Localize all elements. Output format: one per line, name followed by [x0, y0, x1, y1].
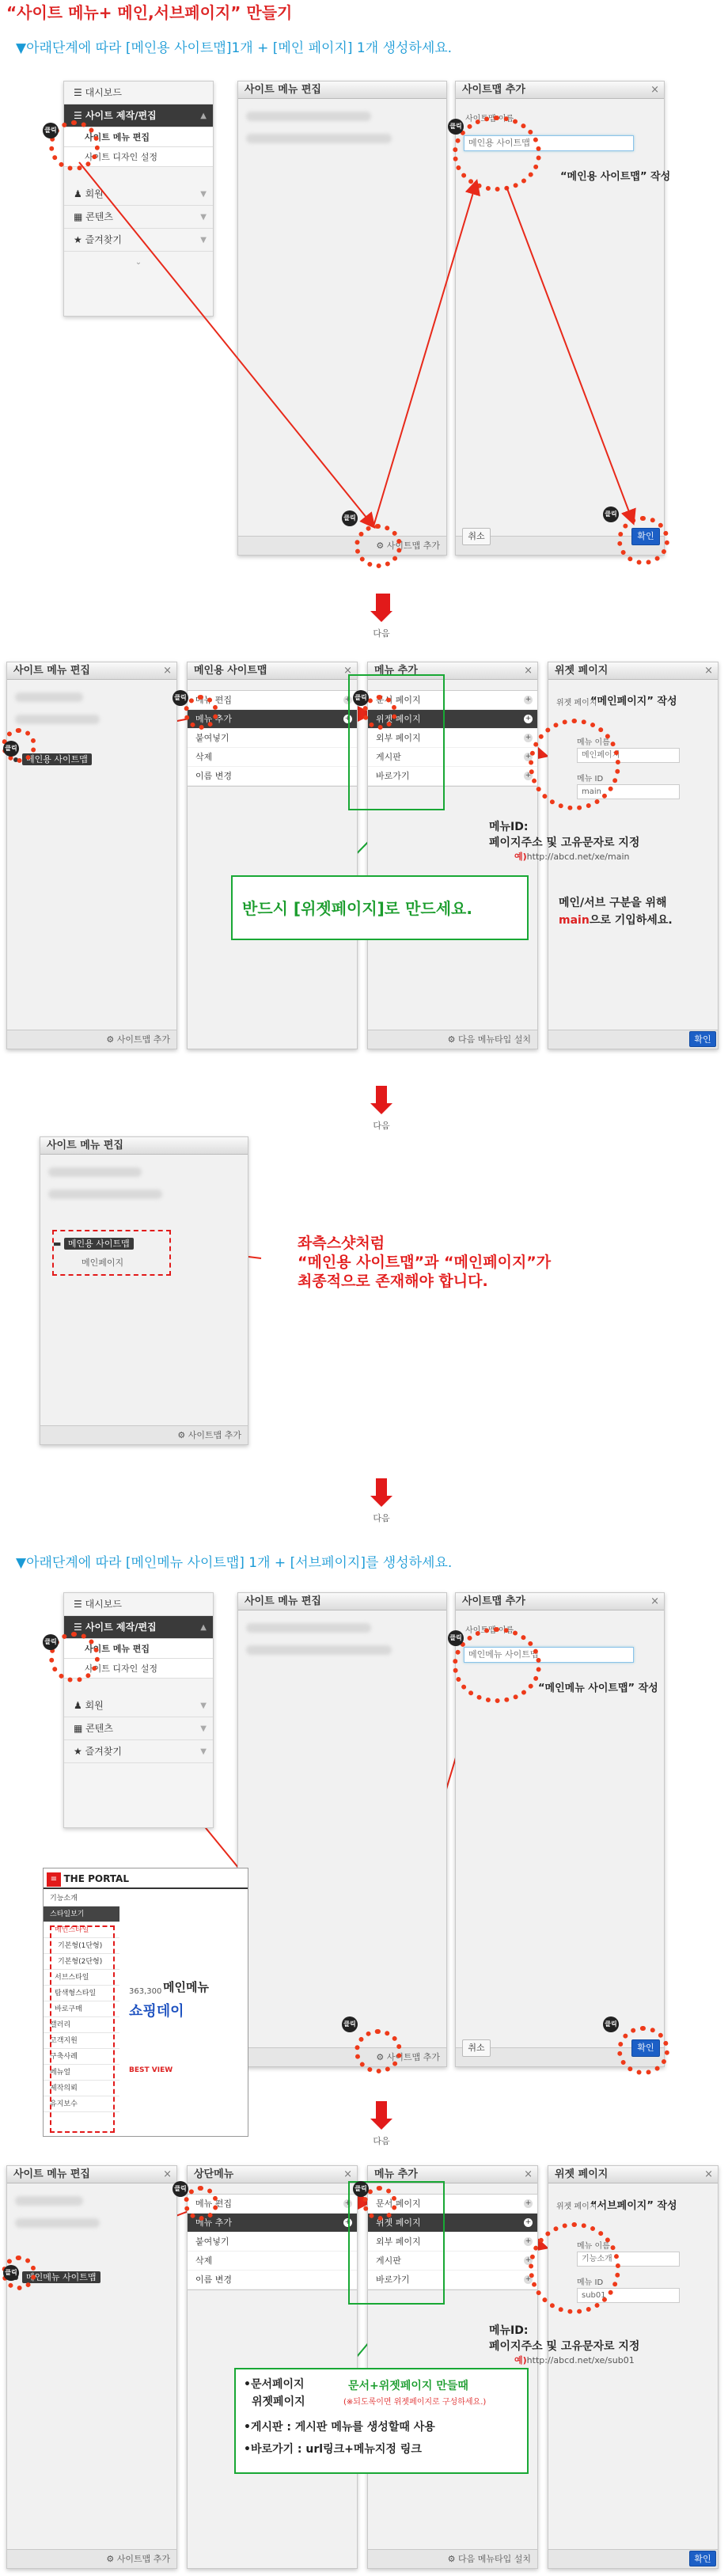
confirm-button[interactable]: 확인 [689, 2551, 716, 2567]
menu-id-input[interactable]: main [577, 784, 680, 799]
menu-edit-window [40, 1136, 248, 1445]
content-icon: ▦ [74, 211, 86, 222]
confirm-button[interactable]: 확인 [631, 2039, 660, 2057]
window-title: 위젯 페이지 [555, 665, 609, 677]
chevron-down-icon: ▼ [200, 190, 207, 199]
sidebar-design[interactable]: 사이트 디자인 설정 [64, 1659, 213, 1679]
sitemap-add-button[interactable]: ⚙ 사이트맵 추가 [7, 2549, 176, 2568]
sidebar-fav[interactable]: ★ 즐겨찾기 ▼ [64, 1740, 213, 1763]
widget-page-window: 위젯 페이지 × 위젯 페이지 메뉴 이름 메인페이지 메뉴 ID main 확인 [548, 662, 719, 1049]
next-step: 다음 [358, 1478, 405, 1524]
chevron-up-icon: ▲ [200, 1623, 207, 1632]
arrow-down-icon [376, 2101, 387, 2119]
arrow-down-icon [376, 1478, 387, 1496]
star-icon: ★ [74, 234, 85, 245]
plus-icon: + [344, 696, 351, 704]
sidebar-member[interactable]: ♟ 회원 ▼ [64, 1694, 213, 1717]
close-icon[interactable]: × [163, 2168, 172, 2180]
menuid-label: 메뉴ID: [489, 821, 529, 833]
sidebar-dashboard[interactable]: ☰ 대시보드 [64, 1593, 213, 1616]
sitemap-add-button[interactable]: ⚙ 사이트맵 추가 [238, 536, 446, 555]
sitemap-name-input[interactable]: 메인용 사이트맵 [464, 135, 634, 151]
chevron-down-icon[interactable]: ⌄ [135, 258, 142, 267]
sidebar-content[interactable]: ▦ 콘텐츠 ▼ [64, 206, 213, 229]
close-icon[interactable]: × [163, 665, 172, 677]
close-icon[interactable]: × [524, 665, 533, 677]
tree-main-page[interactable]: 메인페이지 [82, 1258, 124, 1268]
note-mainmenu-sitemap: “메인메뉴 사이트맵” 작성 [538, 1683, 658, 1694]
menu-edit-window: 사이트 메뉴 편집 × 메인메뉴 사이트맵 ⚙ 사이트맵 추가 [6, 2165, 177, 2569]
sidebar-menu-edit[interactable]: 사이트 메뉴 편집 [64, 1639, 213, 1659]
click-badge: 클릭 [43, 123, 59, 138]
tree-mainmenu-sitemap[interactable]: 메인메뉴 사이트맵 [13, 2271, 100, 2283]
next-step: 다음 [358, 1086, 405, 1132]
close-icon[interactable]: × [524, 2168, 533, 2180]
chevron-down-icon: ▼ [200, 213, 207, 222]
confirm-button[interactable]: 확인 [689, 1031, 716, 1047]
note-main-page: “메인페이지” 작성 [590, 696, 677, 708]
type-link[interactable]: 바로가기 + [368, 767, 537, 786]
close-icon[interactable]: × [343, 665, 352, 677]
type-board[interactable]: 게시판 + [368, 748, 537, 767]
chevron-up-icon: ▲ [200, 112, 207, 120]
chevron-down-icon: ▼ [200, 236, 207, 245]
admin-sidebar [63, 1592, 214, 1828]
close-icon[interactable]: × [650, 1595, 659, 1607]
folder-icon: ▬ [53, 1239, 64, 1249]
menu-icon[interactable]: ≡ [47, 1872, 61, 1887]
highlight-circle [617, 516, 669, 565]
note-main-sitemap: “메인용 사이트맵” 작성 [560, 171, 671, 183]
menu-add-window: 메뉴 추가 × ⚙ 다음 메뉴타입 설치 [367, 2165, 538, 2569]
portal-promo: 쇼핑데이 [129, 2003, 184, 2020]
gear-icon: ⚙ [177, 1430, 188, 1440]
window-title: 사이트 메뉴 편집 [238, 82, 446, 99]
menu-edit-window [237, 81, 447, 556]
next-install-button[interactable]: ⚙ 다음 메뉴타입 설치 [368, 1030, 537, 1049]
sidebar-content[interactable]: ▦ 콘텐츠 ▼ [64, 1717, 213, 1740]
top-menu-window: 상단메뉴 × [187, 2165, 358, 2569]
blurred-item [246, 112, 371, 121]
list-icon: ☰ [74, 87, 85, 98]
sitemap-add-button[interactable]: ⚙ 사이트맵 추가 [7, 1030, 176, 1049]
window-title: 메뉴 추가 [374, 665, 418, 677]
final-highlight-box [52, 1230, 171, 1276]
highlight-circle [355, 524, 402, 568]
portal-nav-highlight [50, 1925, 115, 2133]
sitemap-add-button[interactable]: ⚙ 사이트맵 추가 [40, 1425, 248, 1444]
menu-name-input[interactable]: 메인페이지 [577, 748, 680, 763]
arrow-down-icon [376, 594, 390, 611]
ctx-menu-edit[interactable]: 메뉴 편집 + [188, 691, 357, 710]
section2-heading: ▼아래단계에 따라 [메인메뉴 사이트맵] 1개 + [서브페이지]를 생성하세요. [16, 1555, 453, 1571]
ctx-menu-add[interactable]: 메뉴 추가 + [188, 710, 357, 729]
menu-id-input[interactable]: sub01 [577, 2288, 680, 2303]
tree-main-sitemap[interactable]: 메인용 사이트맵 [13, 753, 92, 765]
cancel-button[interactable]: 취소 [462, 2039, 491, 2057]
window-title: 메인용 사이트맵 [194, 665, 267, 677]
window-title: 사이트맵 추가 [462, 84, 525, 96]
sidebar-design[interactable]: 사이트 디자인 설정 [64, 147, 213, 167]
arrow-down-icon [370, 611, 392, 622]
sidebar-menu-edit[interactable]: 사이트 메뉴 편집 [64, 127, 213, 147]
sitemap-name-label: 사이트맵 이름 [465, 115, 514, 123]
arrow-down-icon [376, 1086, 387, 1103]
close-icon[interactable]: × [650, 84, 659, 96]
cancel-button[interactable]: 취소 [462, 528, 491, 545]
gear-icon: ⚙ [376, 541, 387, 551]
highlight-circle [453, 116, 541, 192]
ctx-delete[interactable]: 삭제 [188, 748, 357, 767]
sidebar-site[interactable]: ☰ 사이트 제작/편집 ▲ [64, 1616, 213, 1639]
blurred-item [246, 134, 392, 143]
window-title: 사이트 메뉴 편집 [40, 1137, 248, 1155]
note-sub-page: “서브페이지” 작성 [590, 2200, 677, 2212]
close-icon[interactable]: × [704, 665, 713, 677]
portal-logo: THE PORTAL [63, 1873, 129, 1884]
click-badge: 클릭 [603, 506, 619, 522]
type-external[interactable]: 외부 페이지 + [368, 729, 537, 748]
click-badge: 클릭 [448, 119, 464, 135]
menu-edit-window [6, 662, 177, 1049]
confirm-button[interactable]: 확인 [631, 528, 660, 545]
gear-icon: ⚙ [447, 1034, 458, 1045]
next-step: 다음 [358, 2101, 405, 2147]
window-title: 사이트 메뉴 편집 [238, 1593, 446, 1610]
context-menu: 메뉴 편집 + 메뉴 추가 + 붙여넣기 삭제 이름 변경 [187, 2194, 358, 2290]
portal-preview: ≡ THE PORTAL 기능소개 스타일보기 메인스타일 기본형(1단형) 기본형(2단형) 서브스타일 탐색형스타일 바로구매 갤러리 고객지원 구축사례 메뉴얼 제작의뢰 유지보수 363,300 쇼핑데이 BEST VIEW [43, 1868, 248, 2137]
sitemap-name-input[interactable]: 메인메뉴 사이트맵 [464, 1647, 634, 1663]
window-title: 사이트 메뉴 편집 [13, 665, 90, 677]
next-step: 다음 [358, 594, 405, 639]
click-badge: 클릭 [342, 510, 358, 526]
sidebar-member[interactable]: ♟ 회원 ▼ [64, 183, 213, 206]
menuid-example: 예)http://abcd.net/xe/main [514, 852, 630, 862]
gear-icon: ⚙ [106, 1034, 117, 1045]
admin-sidebar [63, 81, 214, 317]
sitemap-add-button[interactable]: ⚙ 사이트맵 추가 [238, 2047, 446, 2066]
sidebar-site[interactable]: ☰ 사이트 제작/편집 ▲ [64, 104, 213, 127]
sidebar-fav[interactable]: ★ 즐겨찾기 ▼ [64, 229, 213, 252]
menuid-desc: 페이지주소 및 고유문자로 지정 [489, 837, 640, 849]
close-icon[interactable]: × [343, 2168, 352, 2180]
plus-icon: + [344, 715, 351, 723]
sitemap-add-window: 사이트맵 추가 × 사이트맵 이름 메인메뉴 사이트맵 취소 확인 [455, 1592, 665, 2067]
type-widget[interactable]: 위젯 페이지 + [368, 710, 537, 729]
type-doc[interactable]: 문서 페이지 + [368, 691, 537, 710]
must-widget-text: 반드시 [위젯페이지]로 만드세요. [242, 899, 472, 918]
page-title: “사이트 메뉴+ 메인,서브페이지” 만들기 [6, 3, 293, 22]
ctx-paste[interactable]: 붙여넣기 [188, 729, 357, 748]
close-icon[interactable]: × [704, 2168, 713, 2180]
sidebar-dashboard[interactable]: ☰ 대시보드 [64, 82, 213, 104]
tree-main-sitemap[interactable]: ▬ 메인용 사이트맵 [53, 1237, 134, 1250]
ctx-rename[interactable]: 이름 변경 [188, 767, 357, 786]
widget-page-window: 위젯 페이지 × 위젯 페이지 메뉴 이름 기능소개 메뉴 ID sub01 확인 [548, 2165, 719, 2569]
mainmenu-label: 메인메뉴 [163, 1980, 209, 1994]
menu-name-input[interactable]: 기능소개 [577, 2252, 680, 2267]
section1-heading: ▼아래단계에 따라 [메인용 사이트맵]1개 + [메인 페이지] 1개 생성하세요. [16, 40, 453, 56]
menu-edit-window [237, 1592, 447, 2067]
user-icon: ♟ [74, 188, 85, 199]
list-icon: ☰ [74, 110, 85, 121]
menu-type-list: 문서 페이지 + 위젯 페이지 + 외부 페이지 + 게시판 + 바로가기 + [367, 2194, 538, 2290]
portal-nav: 기능소개 스타일보기 메인스타일 기본형(1단형) 기본형(2단형) 서브스타일 탐색형스타일 바로구매 갤러리 고객지원 구축사례 메뉴얼 제작의뢰 유지보수 [44, 1891, 119, 2112]
